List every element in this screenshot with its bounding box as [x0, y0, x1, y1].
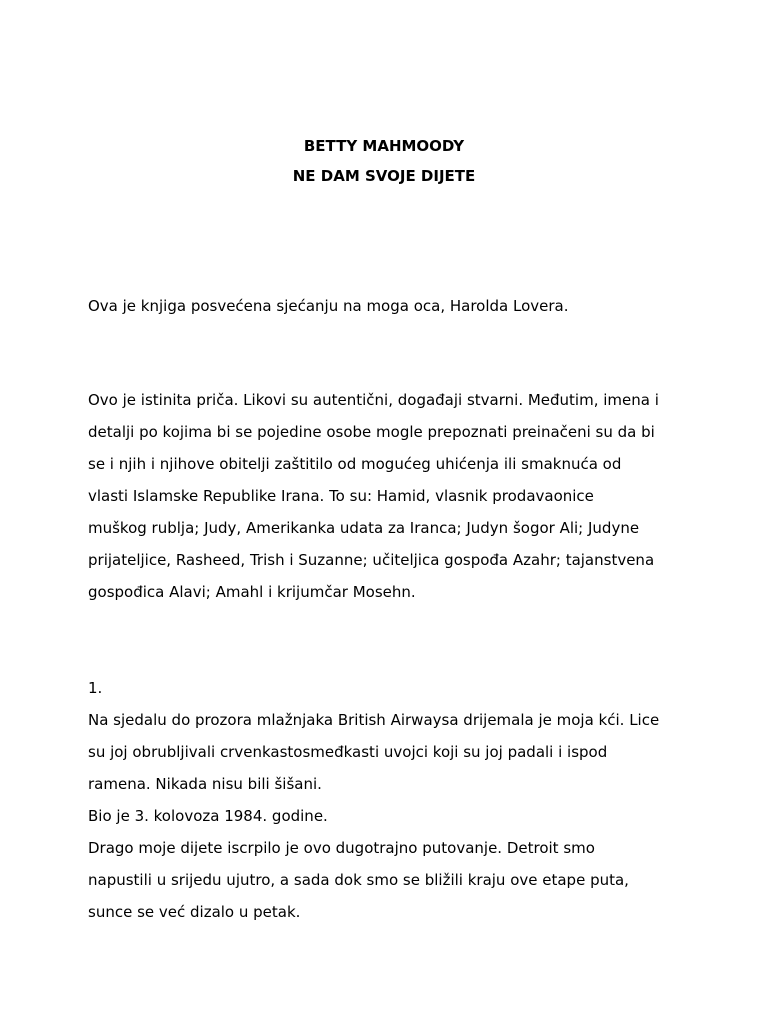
disclaimer-line: vlasti Islamske Republike Irana. To su: Hamid, vlasnik prodavaonice	[88, 487, 594, 505]
disclaimer-line: prijateljice, Rasheed, Trish i Suzanne; učiteljica gospođa Azahr; tajanstvena	[88, 551, 655, 569]
disclaimer-paragraph	[88, 384, 688, 608]
disclaimer-line: muškog rublja; Judy, Amerikanka udata za Iranca; Judyn šogor Ali; Judyne	[88, 519, 640, 537]
chapter-line: sunce se već dizalo u petak.	[88, 903, 301, 921]
chapter-line: Na sjedalu do prozora mlažnjaka British Airwaysa drijemala je moja kći. Lice	[88, 711, 660, 729]
chapter-line: napustili u srijedu ujutro, a sada dok smo se bližili kraju ove etape puta,	[88, 871, 629, 889]
disclaimer-line: Ovo je istinita priča. Likovi su autentični, događaji stvarni. Međutim, imena i	[88, 391, 659, 409]
dedication-paragraph	[88, 290, 688, 322]
disclaimer-line: gospođica Alavi; Amahl i krijumčar Mosehn.	[88, 583, 416, 601]
book-title: NE DAM SVOJE DIJETE	[292, 167, 476, 185]
chapter-line: ramena. Nikada nisu bili šišani.	[88, 775, 322, 793]
disclaimer-line: detalji po kojima bi se pojedine osobe mogle prepoznati preinačeni su da bi	[88, 423, 655, 441]
chapter-number: 1.	[88, 679, 103, 697]
chapter-section	[88, 672, 688, 928]
author-heading: BETTY MAHMOODY	[303, 137, 465, 155]
chapter-line: su joj obrubljivali crvenkastosmeđkasti uvojci koji su joj padali i ispod	[88, 743, 608, 761]
chapter-line: Drago moje dijete iscrpilo je ovo dugotrajno putovanje. Detroit smo	[88, 839, 595, 857]
dedication-text: Ova je knjiga posvećena sjećanju na moga oca, Harolda Lovera.	[88, 297, 569, 315]
disclaimer-line: se i njih i njihove obitelji zaštitilo od mogućeg uhićenja ili smaknuća od	[88, 455, 622, 473]
chapter-line: Bio je 3. kolovoza 1984. godine.	[88, 807, 328, 825]
